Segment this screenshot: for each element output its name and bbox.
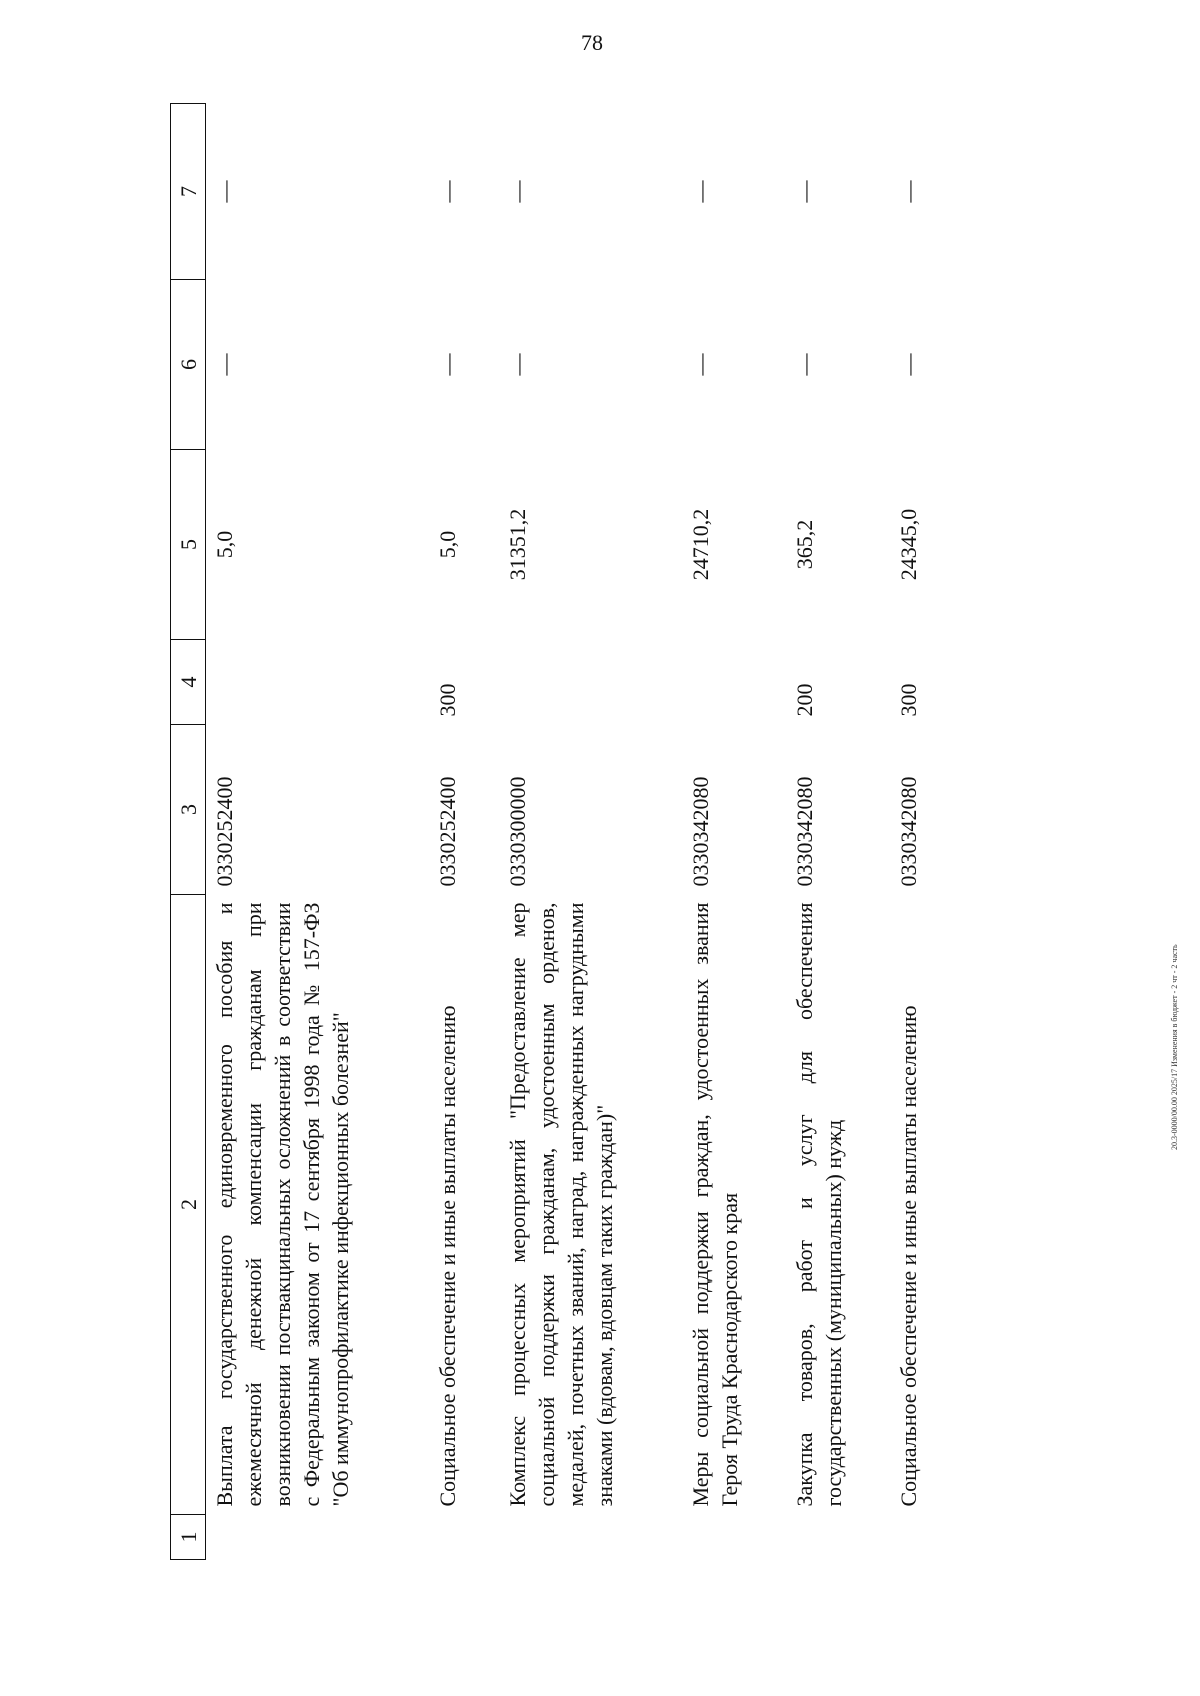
budget-table <box>170 103 960 1560</box>
table-row <box>499 104 682 1560</box>
row-name: Социальное обеспечение и иные выплаты населению <box>435 1005 461 1507</box>
row-code: 0330300000 <box>504 776 530 887</box>
row-col7: — <box>688 180 714 203</box>
column-header-1: 1 <box>171 1515 206 1560</box>
column-header-4: 4 <box>171 640 206 725</box>
table-body <box>206 104 961 1560</box>
row-name: Меры социальной поддержки граждан, удостоенных звания Героя Труда Краснодарского края <box>688 902 743 1507</box>
rotated-table-container <box>170 104 960 1560</box>
table-row <box>682 104 786 1560</box>
row-kind <box>682 640 786 725</box>
row-code: 0330342080 <box>688 776 714 887</box>
row-name: Закупка товаров, работ и услуг для обеспечения государственных (муниципальных) нужд <box>792 902 847 1507</box>
row-number <box>499 1515 682 1560</box>
row-code: 0330342080 <box>896 776 922 887</box>
row-amount: 24345,0 <box>896 508 922 581</box>
row-col6: — <box>896 353 922 376</box>
row-col7: — <box>212 180 237 203</box>
footer-note: 20.3-0000/00.00 2025/17 Изменения в бюджет - 2 чт - 2 часть <box>1170 944 1179 1150</box>
column-header-2: 2 <box>171 895 206 1515</box>
row-code: 0330342080 <box>792 776 818 887</box>
row-col7: — <box>896 180 922 203</box>
row-col7: — <box>435 180 461 203</box>
row-amount: 5,0 <box>435 530 461 559</box>
row-kind: 200 <box>792 683 818 717</box>
row-number <box>890 1515 960 1560</box>
table-row <box>890 104 960 1560</box>
column-header-7: 7 <box>171 104 206 280</box>
row-code: 0330252400 <box>212 776 237 887</box>
row-number <box>682 1515 786 1560</box>
row-col6: — <box>435 353 461 376</box>
row-kind <box>206 640 430 725</box>
row-code: 0330252400 <box>435 776 461 887</box>
row-number <box>429 1515 499 1560</box>
row-col6: — <box>212 353 237 376</box>
row-amount: 31351,2 <box>504 508 530 581</box>
column-header-3: 3 <box>171 725 206 895</box>
row-amount: 5,0 <box>212 530 237 559</box>
row-col6: — <box>504 353 530 376</box>
row-col6: — <box>792 353 818 376</box>
row-amount: 365,2 <box>792 519 818 570</box>
row-kind: 300 <box>435 683 461 717</box>
row-kind: 300 <box>896 683 922 717</box>
row-number <box>786 1515 890 1560</box>
row-name: Выплата государственного единовременного пособия и ежемесячной денежной компенсации гражданам при возникновении поствакцинальных осложнений в соответствии с Федеральным законом от 17 сентября 1998 года № 157-ФЗ "Об иммунопрофилактике инфекционных болезней" <box>212 902 353 1507</box>
table-row <box>429 104 499 1560</box>
row-col7: — <box>504 180 530 203</box>
row-kind <box>499 640 682 725</box>
row-amount: 24710,2 <box>688 508 714 581</box>
table-header <box>171 104 206 1560</box>
column-header-5: 5 <box>171 450 206 640</box>
column-header-6: 6 <box>171 280 206 450</box>
table-row <box>206 104 430 1560</box>
row-name: Социальное обеспечение и иные выплаты населению <box>896 1005 922 1507</box>
row-number <box>206 1515 430 1560</box>
row-name: Комплекс процессных мероприятий "Предоставление мер социальной поддержки гражданам, удостоенным орденов, медалей, почетных званий, наград, награжденных нагрудными знаками (вдовам, вдовцам таких граждан)" <box>504 902 617 1507</box>
row-col6: — <box>688 353 714 376</box>
row-col7: — <box>792 180 818 203</box>
page-number: 78 <box>581 30 603 55</box>
table-row <box>786 104 890 1560</box>
